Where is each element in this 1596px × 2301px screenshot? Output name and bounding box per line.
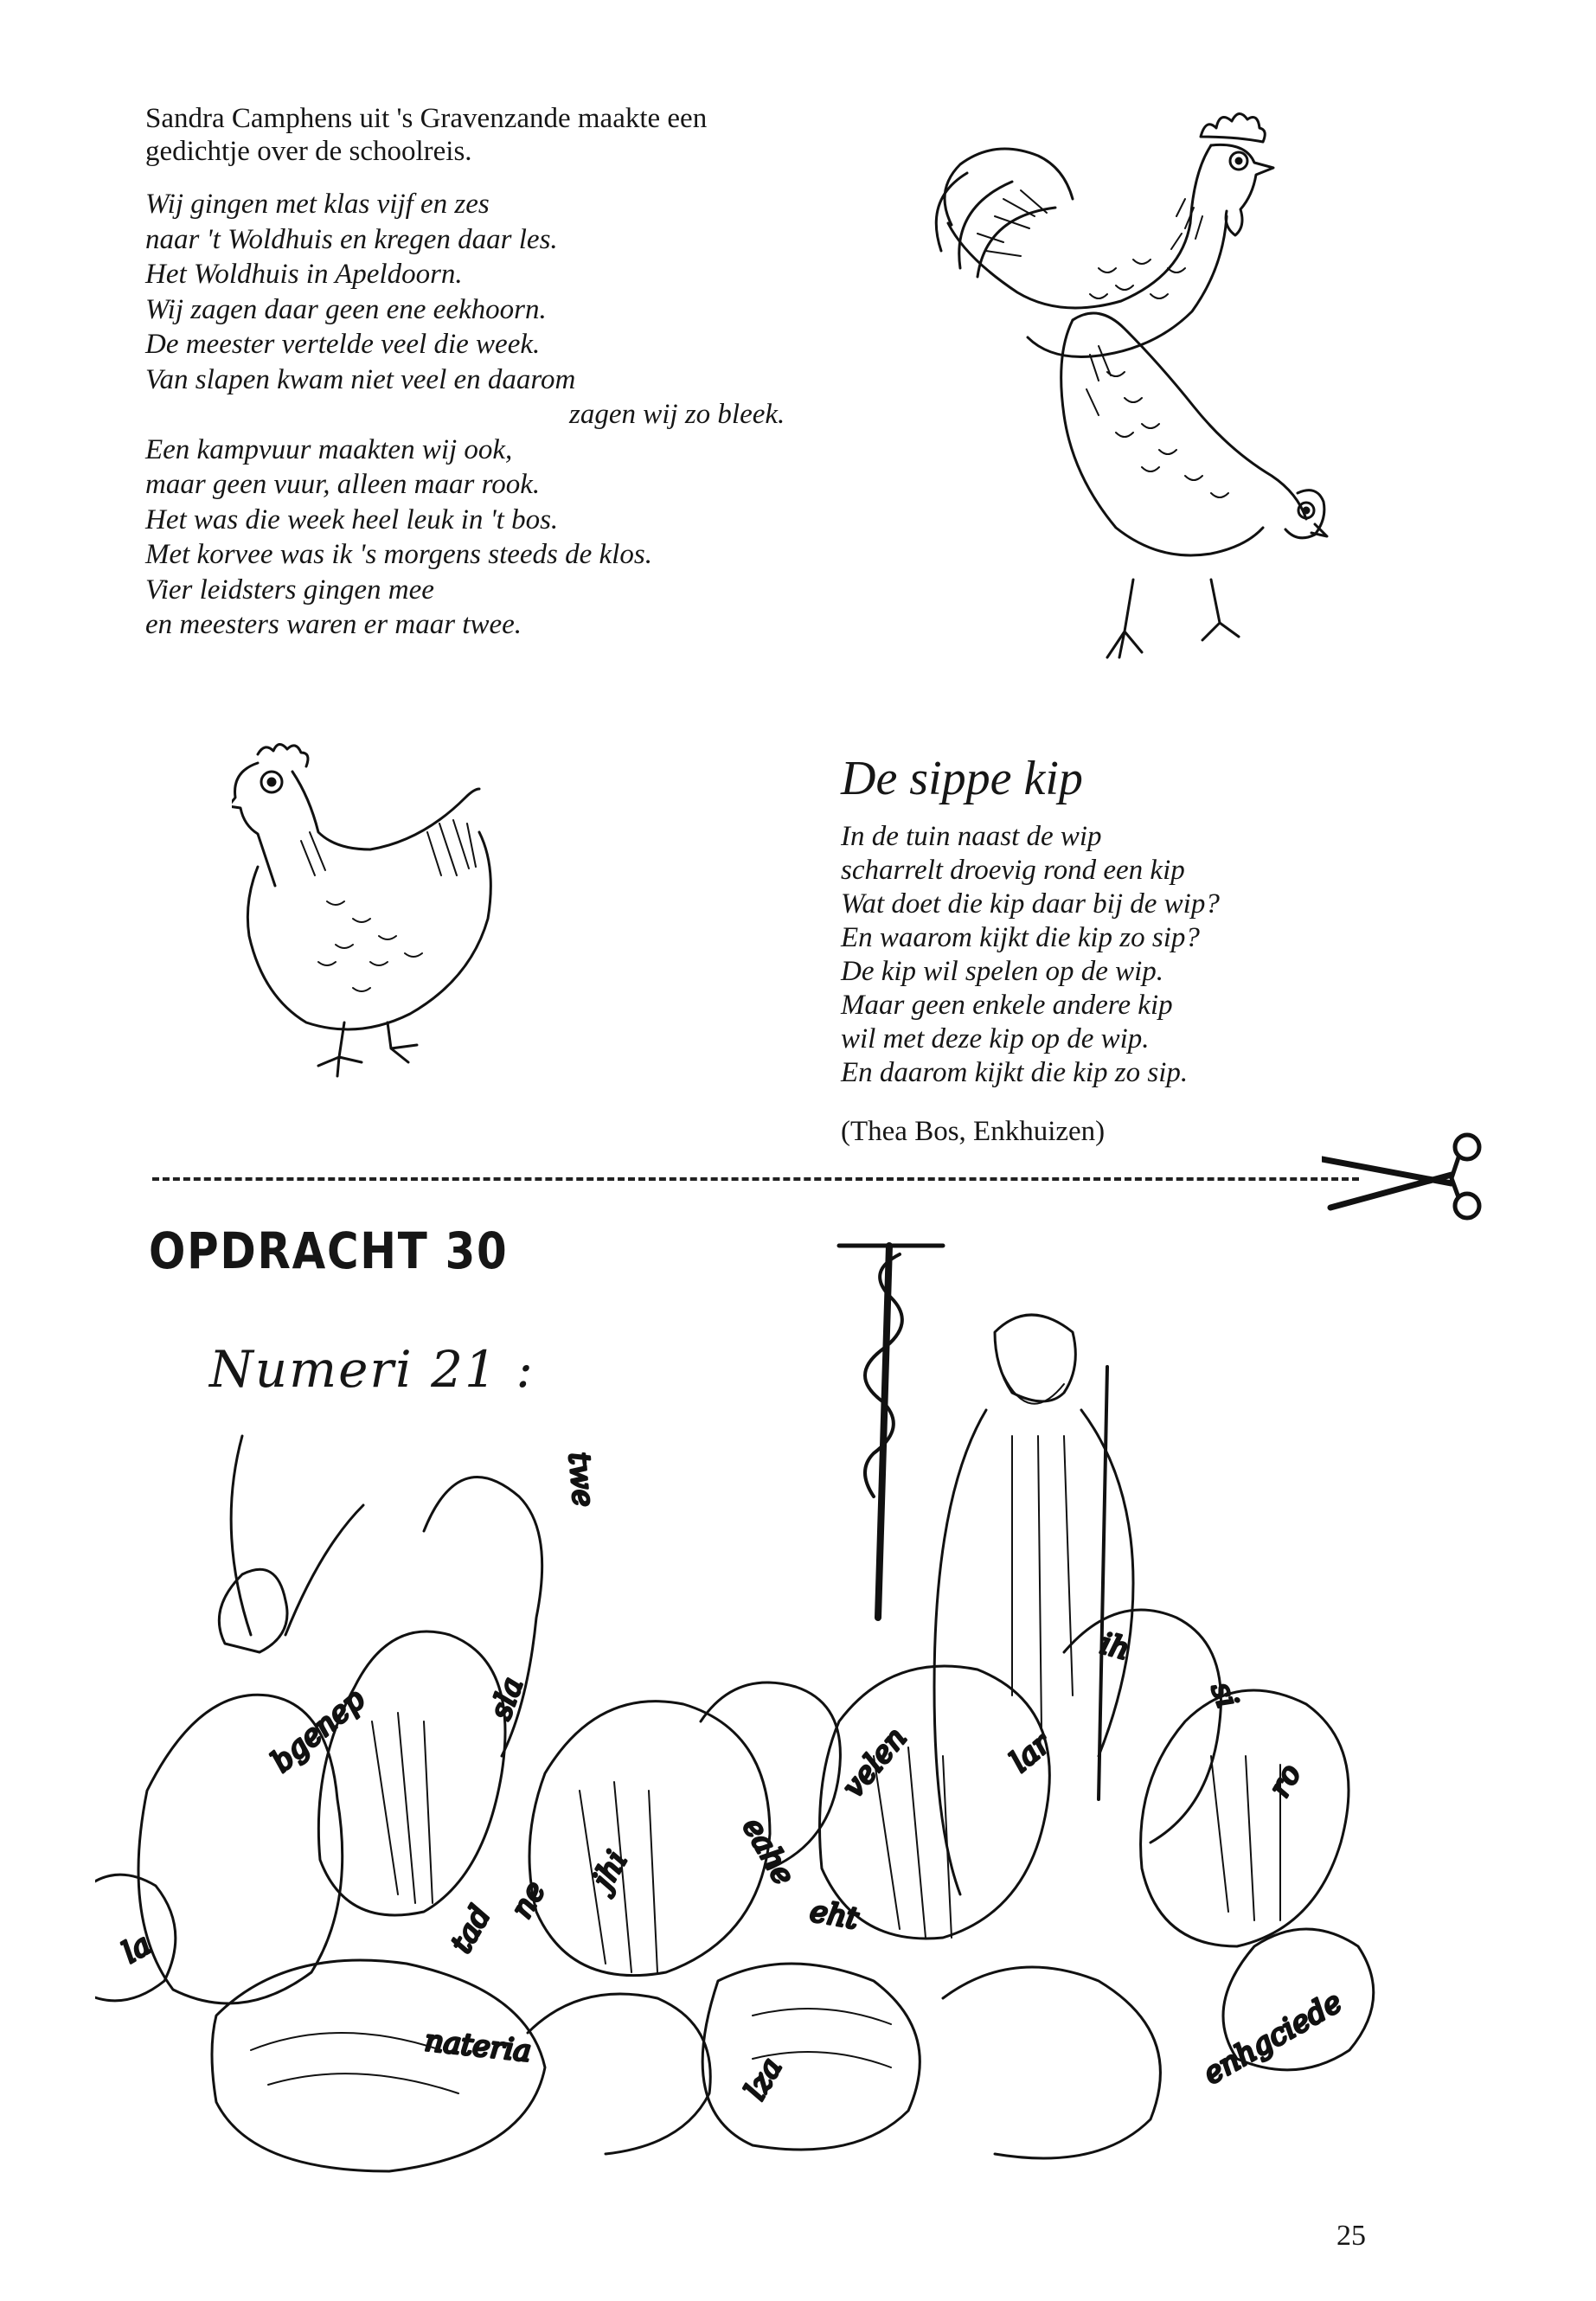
intro-text [145, 102, 898, 168]
poem-line: Van slapen kwam niet veel en daarom [145, 363, 576, 395]
label-twe: twe [561, 1451, 601, 1509]
label-eahe: eahe [735, 1811, 802, 1891]
intro-line-1: Sandra Camphens uit 's Gravenzande maakte een [145, 103, 708, 134]
sippe-kip-poem [841, 820, 1377, 1090]
label-ih: ih [1096, 1626, 1133, 1668]
poem-line: Maar geen enkele andere kip [841, 990, 1173, 1021]
label-lza: lza [738, 2052, 790, 2106]
label-sla: sla [483, 1672, 531, 1725]
poem-line: maar geen vuur, alleen maar rook. [145, 469, 541, 500]
poem-line: De meester vertelde veel die week. [145, 329, 541, 360]
poem-line: Wat doet die kip daar bij de wip? [841, 888, 1220, 920]
intro-line-2: gedichtje over de schoolreis. [145, 136, 472, 167]
label-tad: tad [444, 1900, 498, 1959]
label-si: si [1203, 1677, 1245, 1713]
bronze-serpent-illustration [95, 1237, 1445, 2197]
rooster-and-hen-illustration [926, 95, 1349, 709]
poem-line: En waarom kijkt die kip zo sip? [841, 922, 1200, 953]
poem-line: De kip wil spelen op de wip. [841, 956, 1164, 987]
label-velen: velen [836, 1721, 914, 1804]
hen-illustration [232, 737, 517, 1083]
sippe-kip-title: De sippe kip [841, 752, 1083, 805]
poem-line: Wij gingen met klas vijf en zes [145, 189, 490, 220]
poem-line: naar 't Woldhuis en kregen daar les. [145, 223, 558, 255]
poem-line: Wij zagen daar geen ene eekhoorn. [145, 293, 547, 325]
label-nateria: nateria [423, 2023, 533, 2069]
label-jhi: jhi [586, 1844, 635, 1895]
poem-line: en meesters waren er maar twee. [145, 609, 522, 640]
assignment-heading: OPDRACHT 30 [149, 1221, 509, 1280]
poem-line: Vier leidsters gingen mee [145, 574, 434, 606]
poem-line: Het was die week heel leuk in 't bos. [145, 503, 559, 535]
handwritten-reference: Numeri 21 : [209, 1340, 535, 1399]
label-la: la [116, 1926, 157, 1971]
page-number: 25 [1336, 2220, 1366, 2252]
label-eht: eht [807, 1894, 862, 1937]
label-enhgciede: enhgciede [1197, 1984, 1349, 2092]
label-bgenep: bgenep [265, 1682, 372, 1779]
poem-line: Een kampvuur maakten wij ook, [145, 433, 513, 465]
poem-credit: (Thea Bos, Enkhuizen) [841, 1116, 1106, 1147]
poem-line: zagen wij zo bleek. [569, 399, 785, 430]
poem-line: Met korvee was ik 's morgens steeds de klos. [145, 539, 652, 570]
scissors-icon [1322, 1125, 1495, 1228]
poem-line: Het Woldhuis in Apeldoorn. [145, 259, 463, 290]
cut-line [152, 1177, 1359, 1181]
label-ne: ne [504, 1875, 553, 1925]
poem-line: In de tuin naast de wip [841, 821, 1102, 852]
label-lar: lar [1003, 1726, 1058, 1779]
school-trip-poem [145, 187, 863, 643]
poem-line: wil met deze kip op de wip. [841, 1023, 1150, 1054]
label-ro: ro [1262, 1758, 1309, 1804]
poem-line: En daarom kijkt die kip zo sip. [841, 1057, 1189, 1088]
poem-line: scharrelt droevig rond een kip [841, 855, 1185, 886]
